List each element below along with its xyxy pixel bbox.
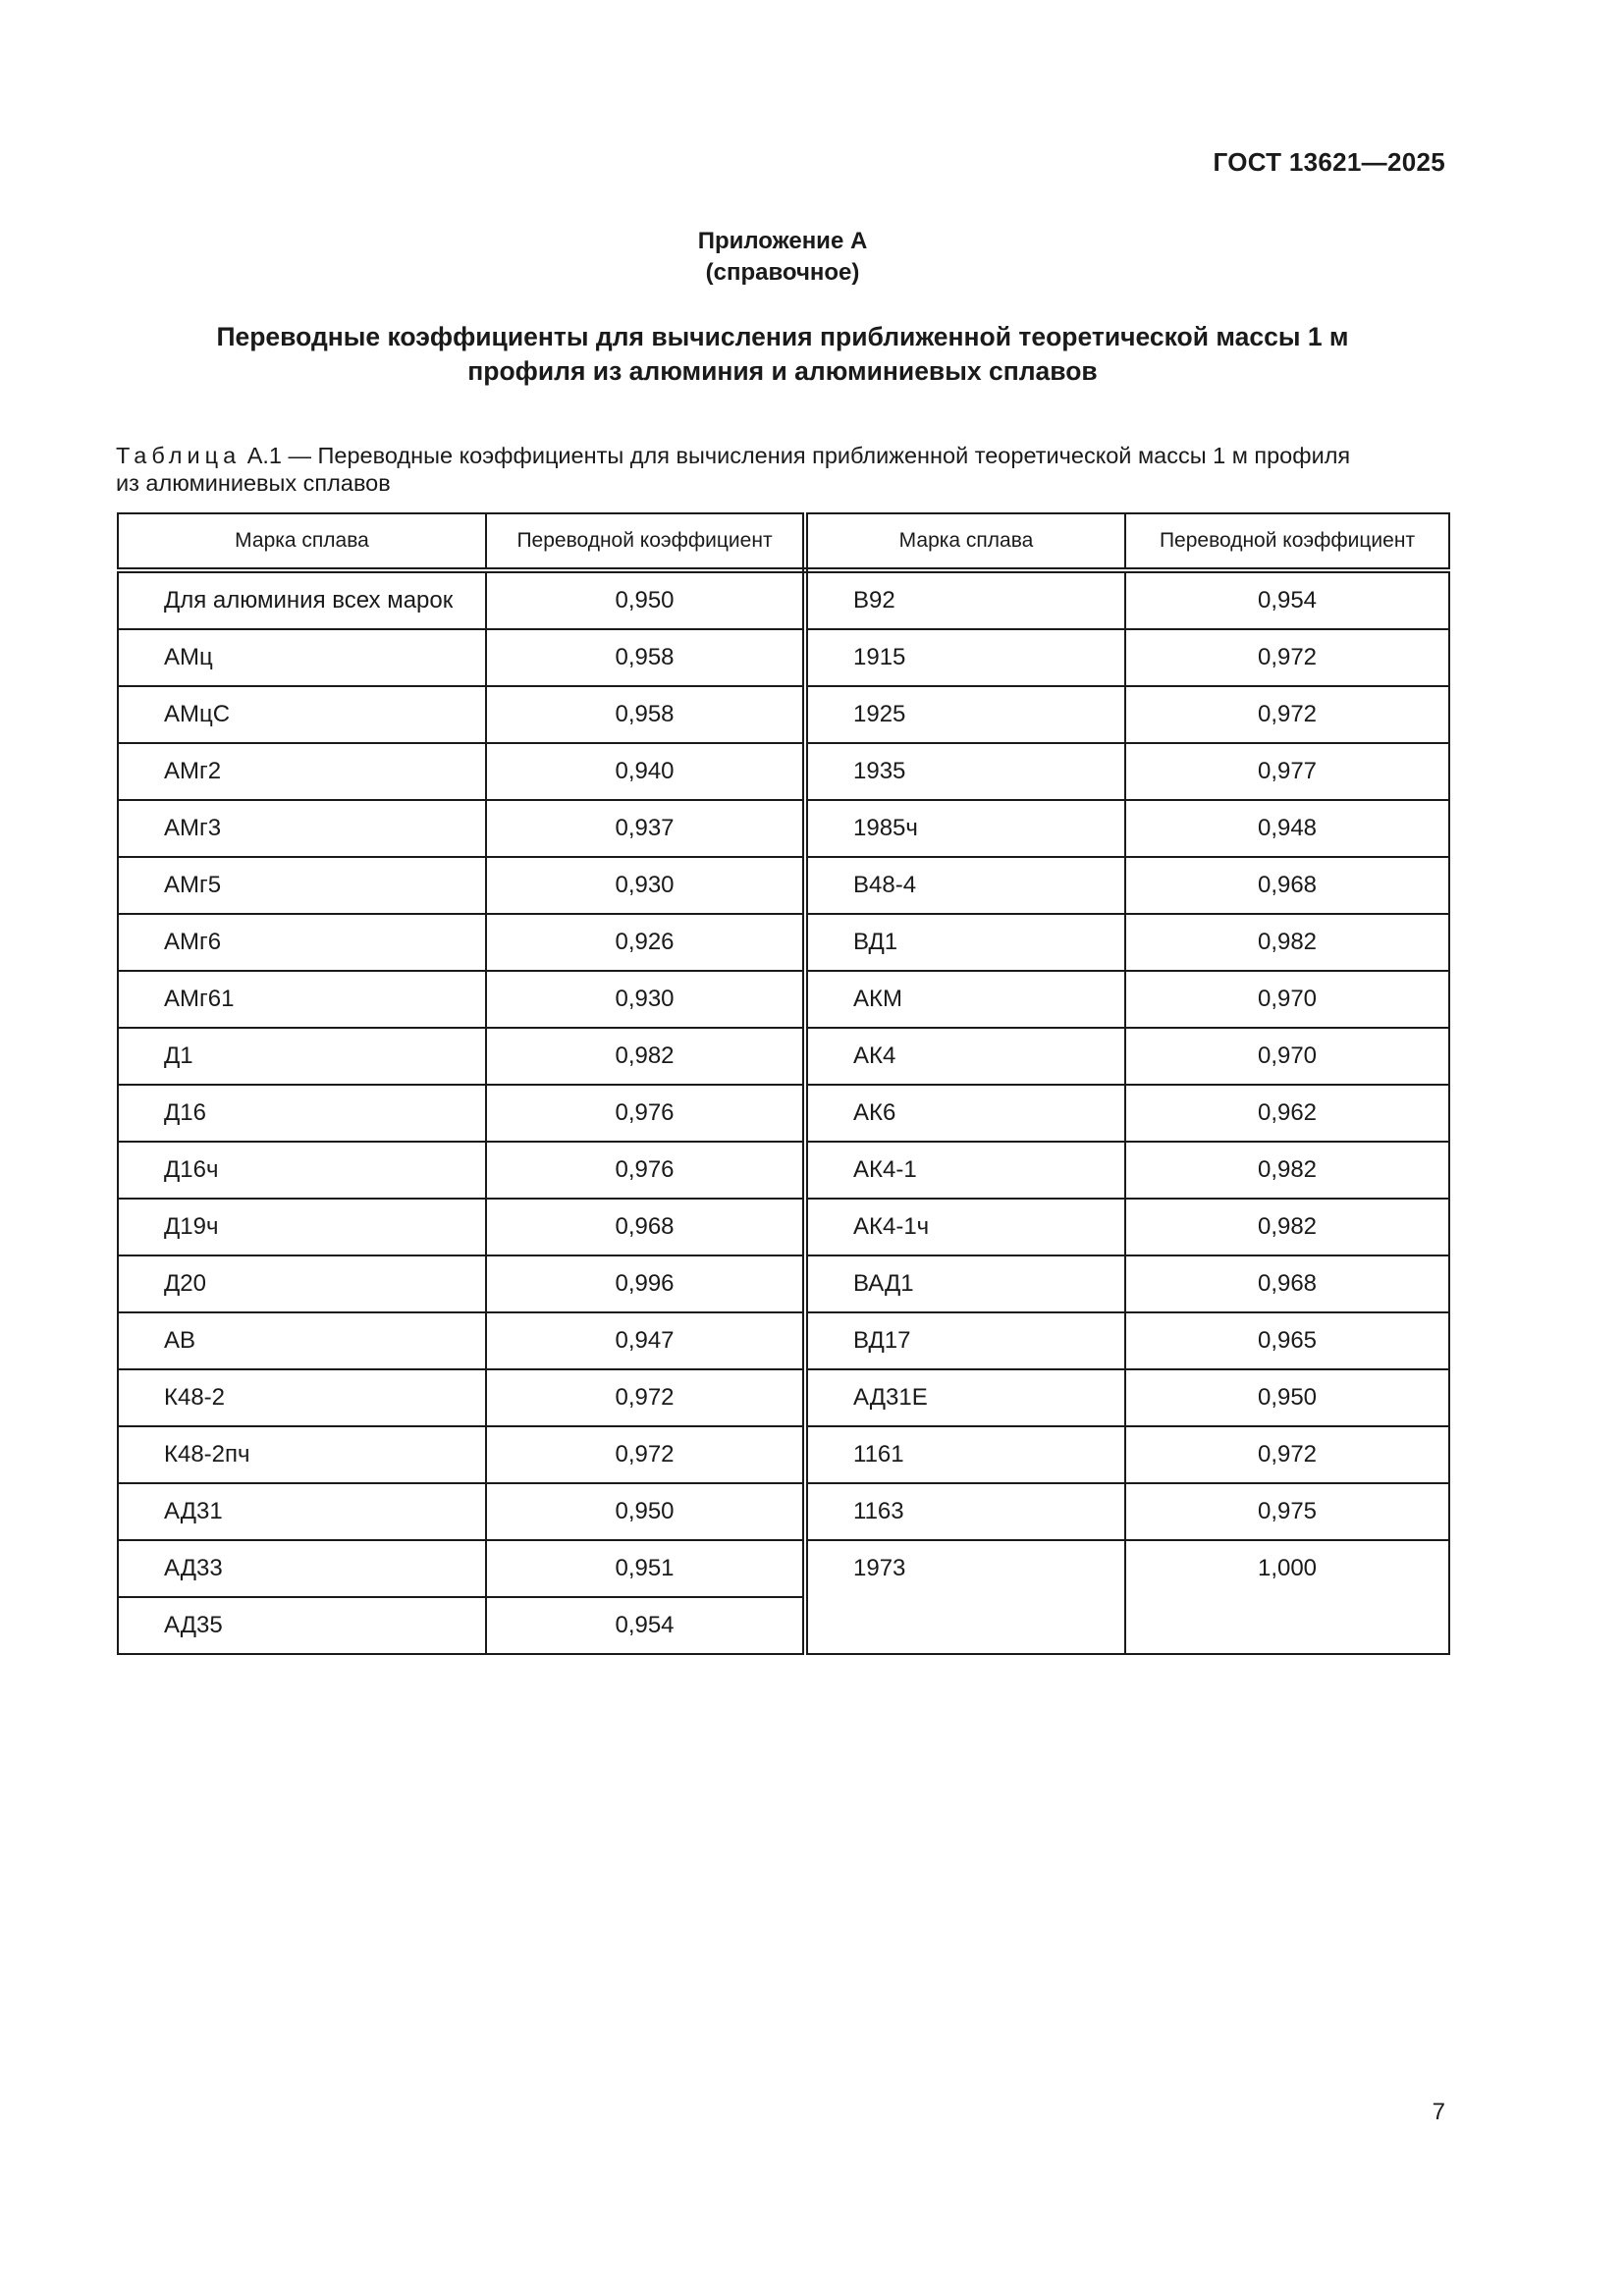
coefficient-cell-right: 0,965	[1125, 1312, 1449, 1369]
coefficient-cell: 0,958	[486, 686, 805, 743]
alloy-grade-cell: АВ	[118, 1312, 486, 1369]
alloy-grade-cell-right: ВАД1	[805, 1255, 1125, 1312]
coefficient-cell-right: 0,982	[1125, 1142, 1449, 1199]
table-caption-text: А.1 — Переводные коэффициенты для вычисления приближенной теоретической массы 1 м профиля	[246, 443, 1351, 468]
alloy-grade-cell-right: АК6	[805, 1085, 1125, 1142]
coefficient-cell: 0,954	[486, 1597, 805, 1654]
coefficient-cell-right: 0,975	[1125, 1483, 1449, 1540]
table-header-row	[118, 513, 1449, 570]
alloy-grade-cell: АД31	[118, 1483, 486, 1540]
alloy-grade-cell: Для алюминия всех марок	[118, 570, 486, 629]
coefficient-cell-right: 0,970	[1125, 971, 1449, 1028]
coefficient-cell: 0,930	[486, 857, 805, 914]
coefficient-table-container	[117, 512, 1448, 1653]
table-row	[118, 743, 1449, 800]
coefficient-cell-right: 0,972	[1125, 629, 1449, 686]
table-row	[118, 570, 1449, 629]
coefficient-cell-right: 0,950	[1125, 1369, 1449, 1426]
alloy-grade-cell: АМг2	[118, 743, 486, 800]
alloy-grade-cell-right: АК4-1	[805, 1142, 1125, 1199]
alloy-grade-cell: АМцС	[118, 686, 486, 743]
coefficient-cell-right: 0,968	[1125, 857, 1449, 914]
coefficient-cell: 0,930	[486, 971, 805, 1028]
table-row	[118, 1028, 1449, 1085]
alloy-grade-cell: АМг6	[118, 914, 486, 971]
table-row	[118, 1426, 1449, 1483]
coefficient-table	[117, 512, 1450, 1655]
table-caption	[116, 442, 1451, 469]
alloy-grade-cell-right: 1915	[805, 629, 1125, 686]
alloy-grade-cell-right: 1161	[805, 1426, 1125, 1483]
table-row	[118, 1312, 1449, 1369]
coefficient-cell-right: 0,948	[1125, 800, 1449, 857]
alloy-grade-cell-right: АД31Е	[805, 1369, 1125, 1426]
coefficient-cell: 0,950	[486, 570, 805, 629]
table-row	[118, 1255, 1449, 1312]
coefficient-cell: 0,976	[486, 1085, 805, 1142]
table-row	[118, 971, 1449, 1028]
alloy-grade-cell: Д20	[118, 1255, 486, 1312]
coefficient-cell: 0,972	[486, 1426, 805, 1483]
alloy-grade-cell-right: ВД17	[805, 1312, 1125, 1369]
coefficient-cell-right: 0,982	[1125, 1199, 1449, 1255]
alloy-grade-cell: АМг5	[118, 857, 486, 914]
coefficient-cell: 0,982	[486, 1028, 805, 1085]
alloy-grade-cell-right: В92	[805, 570, 1125, 629]
alloy-grade-cell-right: 1973	[805, 1540, 1125, 1654]
alloy-grade-cell: АМг3	[118, 800, 486, 857]
appendix-heading-line-1: Переводные коэффициенты для вычисления приближенной теоретической массы 1 м	[216, 322, 1349, 351]
alloy-grade-cell-right: 1985ч	[805, 800, 1125, 857]
column-header-grade: Марка сплава	[118, 513, 486, 570]
alloy-grade-cell: АД35	[118, 1597, 486, 1654]
coefficient-cell: 0,951	[486, 1540, 805, 1597]
appendix-note: (справочное)	[705, 259, 860, 286]
coefficient-cell: 0,937	[486, 800, 805, 857]
table-row	[118, 686, 1449, 743]
coefficient-cell-right: 0,982	[1125, 914, 1449, 971]
coefficient-cell: 0,950	[486, 1483, 805, 1540]
table-caption-continuation: из алюминиевых сплавов	[116, 470, 391, 496]
alloy-grade-cell-right: АК4	[805, 1028, 1125, 1085]
appendix-heading-line-2: профиля из алюминия и алюминиевых сплавов	[467, 356, 1098, 386]
alloy-grade-cell: Д19ч	[118, 1199, 486, 1255]
coefficient-cell-right: 1,000	[1125, 1540, 1449, 1654]
page-number: 7	[1432, 2099, 1445, 2125]
table-row	[118, 1540, 1449, 1597]
alloy-grade-cell-right: 1935	[805, 743, 1125, 800]
coefficient-cell-right: 0,954	[1125, 570, 1449, 629]
table-row	[118, 1199, 1449, 1255]
column-header-grade-right: Марка сплава	[805, 513, 1125, 570]
alloy-grade-cell: К48-2пч	[118, 1426, 486, 1483]
alloy-grade-cell: АМц	[118, 629, 486, 686]
coefficient-cell: 0,958	[486, 629, 805, 686]
alloy-grade-cell-right: 1925	[805, 686, 1125, 743]
coefficient-cell-right: 0,968	[1125, 1255, 1449, 1312]
table-row	[118, 1369, 1449, 1426]
alloy-grade-cell: К48-2	[118, 1369, 486, 1426]
table-row	[118, 857, 1449, 914]
coefficient-cell-right: 0,972	[1125, 686, 1449, 743]
table-row	[118, 629, 1449, 686]
coefficient-cell: 0,940	[486, 743, 805, 800]
table-row	[118, 914, 1449, 971]
alloy-grade-cell-right: ВД1	[805, 914, 1125, 971]
coefficient-cell: 0,996	[486, 1255, 805, 1312]
table-caption-label: Таблица	[116, 443, 242, 468]
coefficient-cell: 0,976	[486, 1142, 805, 1199]
alloy-grade-cell: АМг61	[118, 971, 486, 1028]
coefficient-cell: 0,968	[486, 1199, 805, 1255]
alloy-grade-cell: АД33	[118, 1540, 486, 1597]
column-header-coefficient: Переводной коэффициент	[486, 513, 805, 570]
coefficient-cell-right: 0,977	[1125, 743, 1449, 800]
table-row	[118, 800, 1449, 857]
table-row	[118, 1142, 1449, 1199]
table-row	[118, 1085, 1449, 1142]
coefficient-cell-right: 0,970	[1125, 1028, 1449, 1085]
alloy-grade-cell: Д16	[118, 1085, 486, 1142]
coefficient-cell-right: 0,962	[1125, 1085, 1449, 1142]
coefficient-cell: 0,947	[486, 1312, 805, 1369]
coefficient-cell-right: 0,972	[1125, 1426, 1449, 1483]
coefficient-cell: 0,972	[486, 1369, 805, 1426]
coefficient-cell: 0,926	[486, 914, 805, 971]
alloy-grade-cell-right: В48-4	[805, 857, 1125, 914]
alloy-grade-cell: Д16ч	[118, 1142, 486, 1199]
alloy-grade-cell-right: 1163	[805, 1483, 1125, 1540]
column-header-coefficient-right: Переводной коэффициент	[1125, 513, 1449, 570]
alloy-grade-cell-right: АКМ	[805, 971, 1125, 1028]
appendix-title: Приложение А	[697, 228, 868, 254]
table-row	[118, 1483, 1449, 1540]
alloy-grade-cell: Д1	[118, 1028, 486, 1085]
document-code: ГОСТ 13621—2025	[1213, 147, 1445, 177]
alloy-grade-cell-right: АК4-1ч	[805, 1199, 1125, 1255]
